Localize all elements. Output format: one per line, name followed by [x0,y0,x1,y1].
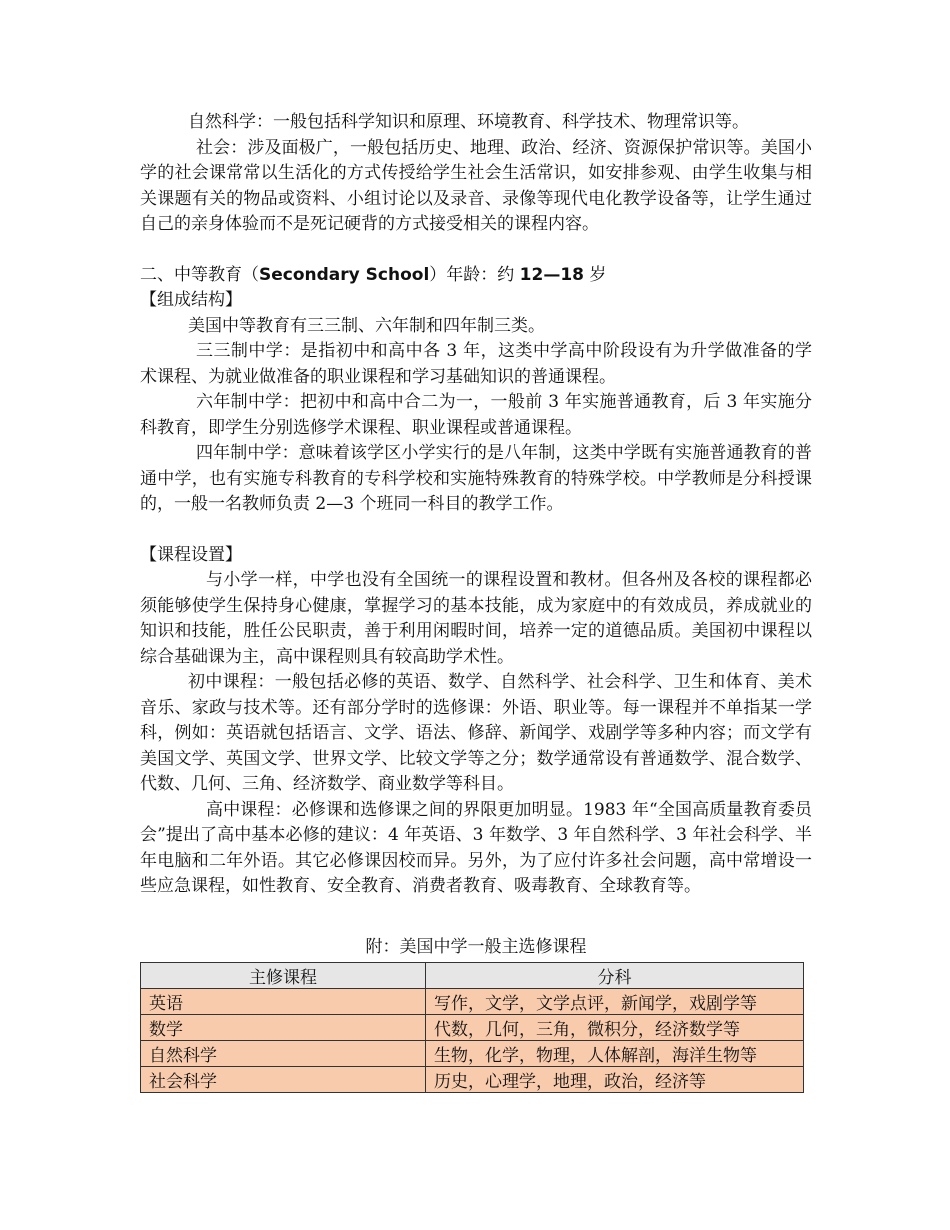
cell-major: 自然科学 [141,1040,426,1066]
heading-mid: ）年龄：约 [429,264,520,285]
heading-prefix: 二、中等教育（ [140,264,259,285]
section-heading-secondary [140,263,812,289]
heading-suffix: 岁 [584,264,607,285]
cell-major: 社会科学 [141,1066,426,1092]
table-row [141,1066,804,1092]
cell-major: 英语 [141,988,426,1014]
paragraph-six-year: 六年制中学：把初中和高中合二为一，一般前 3 年实施普通教育，后 3 年实施分科教育，即学生分别选修学术课程、职业课程或普通课程。 [140,392,812,438]
table-caption: 附：美国中学一般主选修课程 [365,936,587,957]
paragraph-society: 社会：涉及面极广，一般包括历史、地理、政治、经济、资源保护常识等。美国小学的社会课常常以生活化的方式传授给学生社会生活常识，如安排参观、由学生收集与相关课题有关的物品或资料、小组讨论以及录音、录像等现代电化教学设备等，让学生通过自己的亲身体验而不是死记硬背的方式接受相关的课程内容。 [140,137,812,234]
paragraph-senior-high: 高中课程：必修课和选修课之间的界限更加明显。1983 年“全国高质量教育委员会”提出了高中基本必修的建议：4 年英语、3 年数学、3 年自然科学、3 年社会科学、半年电脑和二年外语。其它必修课因校而异。另外，为了应付许多社会问题，高中常增设一些应急课程，如性教育、安全教育、消费者教育、吸毒教育、全球教育等。 [140,799,812,896]
table-row [141,1014,804,1040]
paragraph-curriculum-intro: 与小学一样，中学也没有全国统一的课程设置和教材。但各州及各校的课程都必须能够使学生保持身心健康，掌握学习的基本技能，成为家庭中的有效成员，养成就业的知识和技能，胜任公民职责，善于利用闲暇时间，培养一定的道德品质。美国初中课程以综合基础课为主，高中课程则具有较高助学术性。 [140,570,812,667]
cell-major: 数学 [141,1014,426,1040]
cell-subjects: 代数，几何，三角，微积分，经济数学等 [426,1014,804,1040]
paragraph-natural-science: 自然科学：一般包括科学知识和原理、环境教育、科学技术、物理常识等。 [188,112,749,132]
heading-age: 12—18 [519,264,584,285]
table-row [141,1040,804,1066]
header-major: 主修课程 [141,962,426,988]
spacer [140,900,812,925]
header-subjects: 分科 [426,962,804,988]
heading-english: Secondary School [259,264,430,285]
structure-title: 【组成结构】 [140,290,242,310]
table-header-row [141,962,804,988]
cell-subjects: 写作，文学，文学点评，新闻学，戏剧学等 [426,988,804,1014]
curriculum-title: 【课程设置】 [140,544,242,565]
table-row [141,988,804,1014]
paragraph-structure-intro: 美国中等教育有三三制、六年制和四年制三类。 [188,315,545,336]
paragraph-three-three: 三三制中学：是指初中和高中各 3 年，这类中学高中阶段设有为升学做准备的学术课程、为就业做准备的职业课程和学习基础知识的普通课程。 [140,341,812,387]
paragraph-four-year: 四年制中学：意味着该学区小学实行的是八年制，这类中学既有实施普通教育的普通中学，也有实施专科教育的专科学校和实施特殊教育的特殊学校。中学教师是分科授课的，一般一名教师负责 2—3 个班同一科目的教学工作。 [140,443,812,514]
paragraph-junior-high: 初中课程：一般包括必修的英语、数学、自然科学、社会科学、卫生和体育、美术音乐、家政与技术等。还有部分学时的选修课：外语、职业等。每一课程并不单指某一学科，例如：英语就包括语言、文学、语法、修辞、新闻学、戏剧学等多种内容；而文学有美国文学、英国文学、世界文学、比较文学等之分；数学通常设有普通数学、混合数学、代数、几何、三角、经济数学、商业数学等科目。 [140,672,812,794]
spacer [140,518,812,543]
cell-subjects: 历史，心理学，地理，政治，经济等 [426,1066,804,1092]
document-page [140,110,812,1093]
spacer [140,238,812,263]
cell-subjects: 生物，化学，物理，人体解剖，海洋生物等 [426,1040,804,1066]
course-table [140,962,804,1093]
